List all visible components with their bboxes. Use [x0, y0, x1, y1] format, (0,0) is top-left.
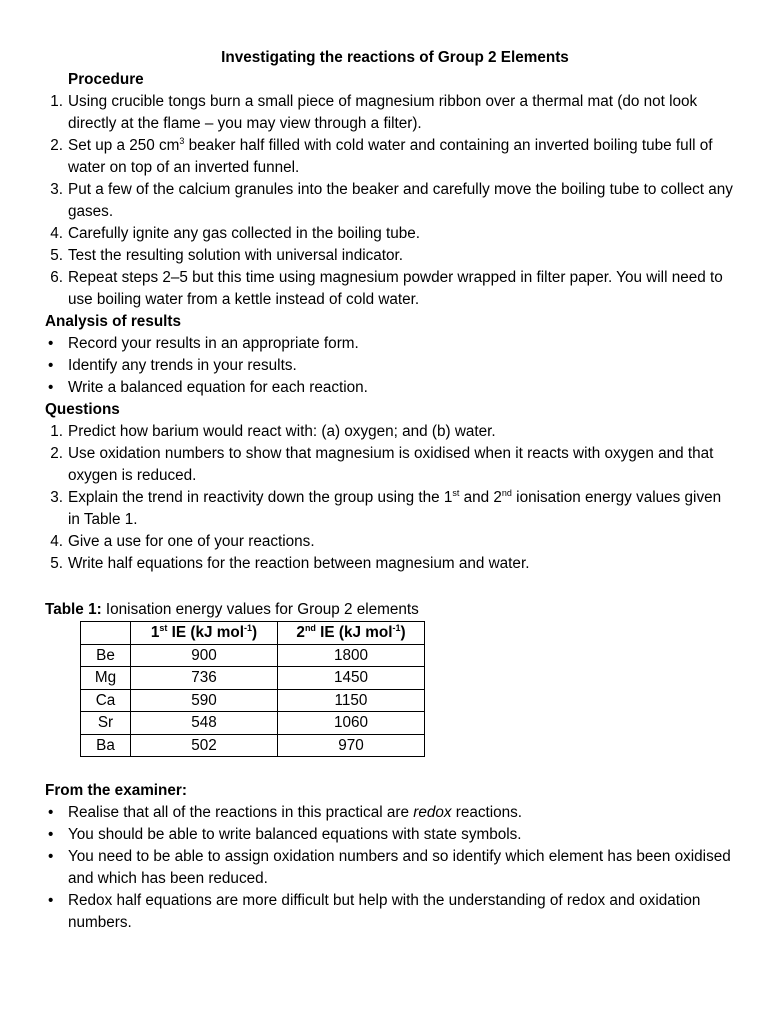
question-item: 4. Give a use for one of your reactions. [50, 533, 315, 550]
table-row [81, 734, 425, 757]
table-row [81, 667, 425, 690]
table-caption: Table 1: Ionisation energy values for Group 2 elements [45, 601, 419, 618]
question-item: 2. Use oxidation numbers to show that magnesium is oxidised when it reacts with oxygen and that oxygen is reduced. [50, 445, 714, 484]
procedure-step: 6. Repeat steps 2–5 but this time using magnesium powder wrapped in filter paper. You will need to use boiling water from a kettle instead of cold water. [50, 269, 723, 308]
procedure-step-text: Put a few of the calcium granules into the beaker and carefully move the boiling tube to collect any gases. [68, 181, 733, 220]
question-item: 5. Write half equations for the reaction between magnesium and water. [50, 555, 530, 572]
procedure-step-text: Repeat steps 2–5 but this time using magnesium powder wrapped in filter paper. You will need to use boiling water from a kettle instead of cold water. [68, 269, 723, 308]
element-cell: Ba [81, 734, 131, 757]
analysis-heading: Analysis of results [45, 313, 182, 330]
element-cell: Mg [81, 667, 131, 690]
examiner-bullet: • Realise that all of the reactions in this practical are redox reactions. [48, 804, 523, 821]
first-ie-cell: 502 [131, 734, 278, 757]
procedure-step: 4. Carefully ignite any gas collected in the boiling tube. [50, 225, 421, 242]
element-cell: Be [81, 644, 131, 667]
element-cell: Sr [81, 712, 131, 735]
analysis-bullet: • Record your results in an appropriate form. [48, 335, 359, 352]
examiner-heading: From the examiner: [45, 782, 187, 799]
procedure-step: 1. Using crucible tongs burn a small piece of magnesium ribbon over a thermal mat (do not look directly at the flame – you may view through a filter). [50, 93, 698, 132]
analysis-bullet: • Identify any trends in your results. [48, 357, 297, 374]
first-ie-cell: 548 [131, 712, 278, 735]
table-row [81, 689, 425, 712]
procedure-step: 3. Put a few of the calcium granules into the beaker and carefully move the boiling tube to collect any gases. [50, 181, 733, 220]
examiner-bullet: • Redox half equations are more difficult but help with the understanding of redox and oxidation numbers. [48, 892, 701, 931]
question-item: 3. Explain the trend in reactivity down the group using the 1st and 2nd ionisation energy values given in Table 1. [50, 487, 722, 528]
first-ie-cell: 736 [131, 667, 278, 690]
table-header-empty [81, 622, 131, 645]
examiner-bullet: • You should be able to write balanced equations with state symbols. [48, 826, 522, 843]
question-item: 1. Predict how barium would react with: (a) oxygen; and (b) water. [50, 423, 496, 440]
questions-heading: Questions [45, 401, 120, 418]
procedure-step-text: Set up a 250 $cm^3$ beaker half filled with cold water and containing an inverted boiling tube full of water on top of an inverted funnel. [68, 135, 713, 176]
ionisation-energy-table [80, 621, 425, 757]
procedure-heading: Procedure [68, 71, 144, 88]
second-ie-cell: 1150 [278, 689, 425, 712]
table-row [81, 644, 425, 667]
second-ie-cell: 970 [278, 734, 425, 757]
second-ie-cell: 1060 [278, 712, 425, 735]
second-ie-cell: 1450 [278, 667, 425, 690]
procedure-step-text: Using crucible tongs burn a small piece of magnesium ribbon over a thermal mat (do not look directly at the flame – you may view through a filter). [68, 93, 698, 132]
page-title: Investigating the reactions of Group 2 Elements [221, 49, 569, 66]
analysis-bullet: • Write a balanced equation for each reaction. [48, 379, 368, 396]
procedure-step-text: Carefully ignite any gas collected in the boiling tube. [68, 225, 421, 242]
first-ie-cell: 900 [131, 644, 278, 667]
procedure-section [45, 69, 735, 575]
procedure-step-text: Test the resulting solution with universal indicator. [68, 247, 404, 264]
element-cell: Ca [81, 689, 131, 712]
table-header-row [81, 622, 425, 645]
procedure-step: 5. Test the resulting solution with universal indicator. [50, 247, 404, 264]
examiner-section [45, 780, 735, 934]
procedure-step: 2. Set up a 250 $cm^3$ beaker half filled with cold water and containing an inverted boiling tube full of water on top of an inverted funnel. [50, 135, 713, 176]
table-header-first-ie: 1st IE (kJ mol$^{-1}$) [131, 622, 278, 645]
first-ie-cell: 590 [131, 689, 278, 712]
examiner-bullet: • You need to be able to assign oxidation numbers and so identify which element has been oxidised and which has been reduced. [48, 848, 731, 887]
table-row [81, 712, 425, 735]
second-ie-cell: 1800 [278, 644, 425, 667]
table-header-second-ie: 2nd IE (kJ mol$^{-1}$) [278, 622, 425, 645]
